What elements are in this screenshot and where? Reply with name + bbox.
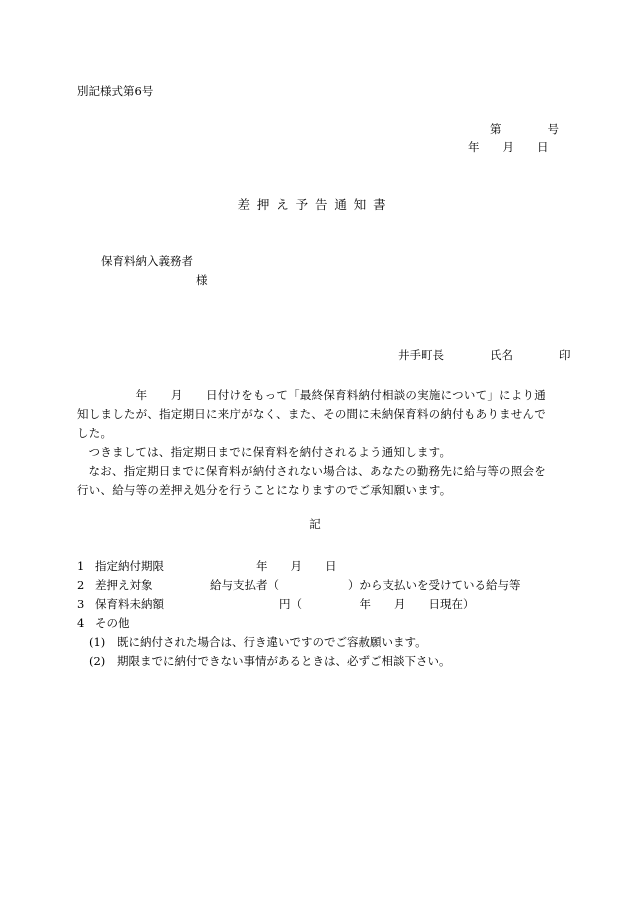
sub-item-number: (1) xyxy=(89,635,106,649)
notice-items xyxy=(77,557,521,671)
item-text: その他 xyxy=(95,616,130,630)
item-number: 3 xyxy=(77,597,85,611)
body-paragraph-1-line-2: 知しましたが、指定期日に来庁がなく、また、その間に未納保育料の納付もありませんで xyxy=(77,407,546,421)
body-paragraph-1-line-1: 年 月 日付けをもって「最終保育料納付相談の実施について」により通 xyxy=(77,388,546,402)
document-date: 年 月 日 xyxy=(468,140,549,154)
sub-list-item xyxy=(77,633,521,652)
body-paragraph-2: つきましては、指定期日までに保育料を納付されるよう通知します。 xyxy=(88,445,452,459)
body-paragraph-1-line-3: した。 xyxy=(77,426,113,440)
ki-heading: 記 xyxy=(309,517,321,531)
item-number: 2 xyxy=(77,578,85,592)
list-item xyxy=(77,595,521,614)
item-text: 保育料未納額 円（ 年 月 日現在） xyxy=(95,597,475,611)
body-paragraph-3-line-2: 行い、給与等の差押え処分を行うことになりますのでご承知願います。 xyxy=(77,483,452,497)
sub-item-number: (2) xyxy=(89,654,106,668)
item-number: 4 xyxy=(77,616,85,630)
document-title: 差押え予告通知書 xyxy=(237,197,393,212)
item-text: 差押え対象 給与支払者（ ）から支払いを受けている給与等 xyxy=(95,578,521,592)
list-item xyxy=(77,557,521,576)
sub-item-text: 既に納付された場合は、行き違いですのでご容赦願います。 xyxy=(117,635,427,649)
body-paragraph-3-line-1: なお、指定期日までに保育料が納付されない場合は、あなたの勤務先に給与等の照会を xyxy=(88,464,546,478)
addressee-honorific: 様 xyxy=(196,273,208,287)
list-item xyxy=(77,576,521,595)
item-number: 1 xyxy=(77,559,85,573)
item-text: 指定納付期限 年 月 日 xyxy=(95,559,337,573)
sub-list-item xyxy=(77,652,521,671)
sender-signature-line: 井手町長 氏名 印 xyxy=(398,348,571,362)
sub-item-text: 期限までに納付できない事情があるときは、必ずご相談下さい。 xyxy=(117,654,451,668)
list-item xyxy=(77,614,521,633)
addressee-label: 保育料納入義務者 xyxy=(101,254,193,268)
notice-body xyxy=(77,386,553,500)
form-identifier: 別記様式第6号 xyxy=(77,84,154,98)
document-number: 第 号 xyxy=(490,122,559,136)
